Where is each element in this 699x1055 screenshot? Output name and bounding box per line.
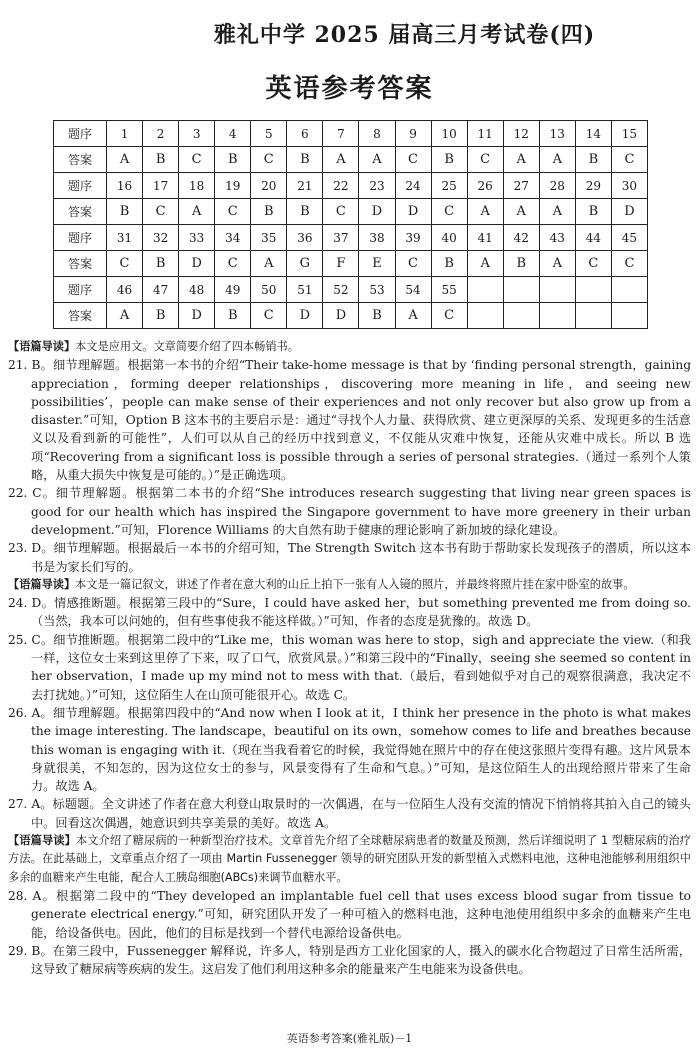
question-number-row-cell: 43: [539, 225, 575, 251]
answer-row-cell: G: [287, 251, 323, 277]
answer-row-cell: A: [503, 147, 539, 173]
question-number-row-cell: [611, 277, 647, 303]
question-number-row: [54, 225, 648, 251]
answer-row-cell: E: [359, 251, 395, 277]
answer-row-cell: B: [107, 199, 143, 225]
answer-row-label: 答案: [54, 303, 107, 329]
answer-row-cell: B: [143, 303, 179, 329]
question-number-row-cell: 49: [215, 277, 251, 303]
question-number-row-cell: 34: [215, 225, 251, 251]
answer-row-cell: D: [359, 199, 395, 225]
answer-row-cell: B: [359, 303, 395, 329]
question-number-row-cell: 17: [143, 173, 179, 199]
question-number-row-cell: 37: [323, 225, 359, 251]
question-number-row-cell: 14: [575, 121, 611, 147]
question-number-row-cell: 9: [395, 121, 431, 147]
question-number-row-cell: 42: [503, 225, 539, 251]
question-number-row-cell: 53: [359, 277, 395, 303]
answer-explanation: 26. A。细节理解题。根据第四段中的“And now when I look at it，I think her presence in the photo is what makes the image interesting. The landscape，beautiful on its own，somehow comes to life and breathes because this woman is engaging with it.（现在当我看着它的时候，我觉得她在照片中的存在使这张照片变得有趣。这片风景本身就很美，不知怎的，因为这位女士的参与，风景变得有了生命和气息。）”可知，是这位陌生人的出现给照片带来了生命力。故选 A。: [8, 705, 691, 794]
answer-row-cell: B: [503, 251, 539, 277]
question-number-row-cell: 27: [503, 173, 539, 199]
question-number-row-cell: 50: [251, 277, 287, 303]
answer-row-cell: B: [575, 199, 611, 225]
question-number-row-cell: 23: [359, 173, 395, 199]
answer-row-cell: A: [107, 303, 143, 329]
question-number-row-cell: 16: [107, 173, 143, 199]
passage-intro-tag: 【语篇导读】: [8, 340, 76, 353]
question-number-row: [54, 277, 648, 303]
question-number-row-cell: 20: [251, 173, 287, 199]
question-number-row-cell: 36: [287, 225, 323, 251]
passage-intro: [8, 338, 691, 356]
answer-row-cell: B: [251, 199, 287, 225]
question-number-row-cell: [467, 277, 503, 303]
question-number-row-cell: 6: [287, 121, 323, 147]
answer-row-label: 答案: [54, 199, 107, 225]
question-number-row-cell: 35: [251, 225, 287, 251]
answer-row-cell: C: [611, 251, 647, 277]
answer-row: [54, 251, 648, 277]
question-number-row-cell: 29: [575, 173, 611, 199]
passage-intro-tag: 【语篇导读】: [8, 577, 76, 591]
question-number-row-cell: 46: [107, 277, 143, 303]
question-number-row-label: 题序: [54, 277, 107, 303]
page-footer: 英语参考答案(雅礼版)－1: [286, 1032, 413, 1045]
question-number-row-cell: 47: [143, 277, 179, 303]
question-number-row-label: 题序: [54, 225, 107, 251]
answer-row: [54, 303, 648, 329]
question-number-row-cell: 12: [503, 121, 539, 147]
answer-row: [54, 147, 648, 173]
answer-row-cell: C: [611, 147, 647, 173]
answer-row-cell: B: [143, 251, 179, 277]
question-number-row-cell: 26: [467, 173, 503, 199]
exam-header-title: 雅礼中学 2025 届高三月考试卷(四): [213, 22, 596, 48]
question-number-row-cell: 45: [611, 225, 647, 251]
answer-explanation: 24. D。情感推断题。根据第三段中的“Sure，I could have asked her，but something prevented me from doing so.（当然，我本可以问她的，但有些事使我不能这样做。）”可知，作者的态度是犹豫的。故选 D。: [8, 596, 691, 629]
question-number-row-cell: [575, 277, 611, 303]
answer-row-cell: C: [251, 147, 287, 173]
answer-row-cell: C: [215, 251, 251, 277]
document-title: 英语参考答案: [265, 74, 434, 104]
answer-row-cell: C: [143, 199, 179, 225]
question-number-row-cell: 18: [179, 173, 215, 199]
question-number-row-cell: 41: [467, 225, 503, 251]
question-number-row-cell: 24: [395, 173, 431, 199]
answer-row-cell: [467, 303, 503, 329]
question-number-row-cell: 40: [431, 225, 467, 251]
question-number-row-cell: 30: [611, 173, 647, 199]
answer-row-cell: A: [467, 251, 503, 277]
question-number-row-cell: 13: [539, 121, 575, 147]
question-number-row-cell: 7: [323, 121, 359, 147]
answer-row-cell: C: [431, 199, 467, 225]
question-number-row-cell: 1: [107, 121, 143, 147]
question-number-row-cell: 15: [611, 121, 647, 147]
answer-row-cell: C: [431, 303, 467, 329]
question-number-row-cell: 19: [215, 173, 251, 199]
question-number-row-cell: 22: [323, 173, 359, 199]
question-number-row-cell: [503, 277, 539, 303]
answer-row-label: 答案: [54, 251, 107, 277]
answer-row-cell: A: [503, 199, 539, 225]
answer-row-cell: B: [215, 147, 251, 173]
answer-row-cell: D: [323, 303, 359, 329]
answer-row-cell: C: [323, 199, 359, 225]
answer-explanation: 21. B。细节理解题。根据第一本书的介绍“Their take-home message is that by ‘finding personal strength，gaining appreciation，forming deeper relationships，discovering more meaning in life，and seeing new possibilities’，people can make sense of their experiences and not only recover but also grow up from a disaster.”可知，Option B 这本书的主要启示是：通过“寻找个人力量、获得欣赏、建立更深厚的关系、发现更多的生活意义以及看到新的可能性”，人们可以从自己的经历中找到意义，不仅能从灾难中恢复，还能从灾难中成长。所以 B 选项“Recovering from a significant loss is possible through a series of personal strategies.（通过一系列个人策略，从重大损失中恢复是可能的。）”是正确选项。: [8, 358, 691, 483]
passage-intro-text: 本文介绍了糖尿病的一种新型治疗技术。文章首先介绍了全球糖尿病患者的数量及预测，然后详细说明了 1 型糖尿病的治疗方法。在此基础上，文章重点介绍了一项由 Martin Fussenegger 领导的研究团队开发的新型植入式燃料电池，这种电池能够利用组织中多余的血糖来产生电能，配合人工胰岛细胞(ABCs)来调节血糖水平。: [8, 834, 691, 884]
answer-explanation: 29. B。在第三段中，Fussenegger 解释说，许多人，特别是西方工业化国家的人，摄入的碳水化合物超过了日常生活所需，这导致了糖尿病等疾病的发生。这启发了他们利用这种多余的能量来产生电能来为设备供电。: [8, 943, 691, 977]
answer-row-label: 答案: [54, 147, 107, 173]
question-number-row-label: 题序: [54, 173, 107, 199]
answer-row-cell: A: [107, 147, 143, 173]
answer-explanation: 23. D。细节理解题。根据最后一本书的介绍可知，The Strength Switch 这本书有助于帮助家长发现孩子的潜质，所以这本书是为家长们写的。: [8, 541, 691, 574]
question-number-row: [54, 121, 648, 147]
question-number-row-cell: 25: [431, 173, 467, 199]
answer-row-cell: D: [611, 199, 647, 225]
answer-row-cell: C: [395, 147, 431, 173]
question-number-row-cell: 10: [431, 121, 467, 147]
answer-row: [54, 199, 648, 225]
question-number-row-cell: 5: [251, 121, 287, 147]
answer-row-cell: C: [467, 147, 503, 173]
answer-row-cell: B: [287, 147, 323, 173]
answer-row-cell: C: [215, 199, 251, 225]
answer-row-cell: D: [287, 303, 323, 329]
question-number-row-cell: 32: [143, 225, 179, 251]
question-number-row-cell: 3: [179, 121, 215, 147]
answer-row-cell: [611, 303, 647, 329]
explanations: [8, 338, 691, 978]
question-number-row-label: 题序: [54, 121, 107, 147]
answer-explanation: 25. C。细节推断题。根据第二段中的“Like me，this woman was here to stop，sigh and appreciate the view.（和我一样，这位女士来到这里停了下来，叹了口气，欣赏风景。）”和第三段中的“Finally，seeing she seemed so content in her observation，I made up my mind not to mess with that.（最后，看到她似乎对自己的观察很满意，我决定不去打扰她。）”可知，这位陌生人在山顶可能很开心。故选 C。: [8, 632, 691, 702]
answer-row-cell: D: [179, 303, 215, 329]
question-number-row: [54, 173, 648, 199]
question-number-row-cell: 51: [287, 277, 323, 303]
question-number-row-cell: [539, 277, 575, 303]
question-number-row-cell: 2: [143, 121, 179, 147]
passage-intro-text: 本文是应用文。文章简要介绍了四本畅销书。: [75, 340, 299, 353]
answer-row-cell: [503, 303, 539, 329]
answer-row-cell: A: [539, 251, 575, 277]
answer-row-cell: [539, 303, 575, 329]
answer-row-cell: C: [251, 303, 287, 329]
question-number-row-cell: 39: [395, 225, 431, 251]
answer-row-cell: D: [179, 251, 215, 277]
answer-row-cell: C: [107, 251, 143, 277]
answer-row-cell: A: [539, 199, 575, 225]
answer-row-cell: C: [179, 147, 215, 173]
question-number-row-cell: 31: [107, 225, 143, 251]
question-number-row-cell: 28: [539, 173, 575, 199]
answer-row-cell: C: [395, 251, 431, 277]
answer-row-cell: A: [359, 147, 395, 173]
answer-explanation: 22. C。细节理解题。根据第二本书的介绍“She introduces research suggesting that living near green spaces is good for our health which has inspired the Singapore government to have more greenery in their urban development.”可知，Florence Williams 的大自然有助于健康的理论影响了新加坡的绿化建设。: [8, 486, 691, 537]
question-number-row-cell: 8: [359, 121, 395, 147]
question-number-row-cell: 54: [395, 277, 431, 303]
answer-table: [53, 120, 648, 329]
answer-row-cell: A: [539, 147, 575, 173]
passage-intro-tag: 【语篇导读】: [8, 834, 76, 848]
question-number-row-cell: 52: [323, 277, 359, 303]
passage-intro-text: 本文是一篇记叙文，讲述了作者在意大利的山丘上拍下一张有人入镜的照片，并最终将照片挂在家中卧室的故事。: [75, 577, 635, 591]
question-number-row-cell: 11: [467, 121, 503, 147]
question-number-row-cell: 21: [287, 173, 323, 199]
answer-explanation: 28. A。根据第二段中的“They developed an implantable fuel cell that uses excess blood sugar from tissue to generate electrical energy.”可知，研究团队开发了一种可植入的燃料电池，这种电池使用组织中多余的血糖来产生电能，给设备供电。因此，他们的目标是找到一个替代电源给设备供电。: [8, 888, 691, 940]
answer-row-cell: A: [179, 199, 215, 225]
passage-intro: [8, 832, 691, 887]
question-number-row-cell: 44: [575, 225, 611, 251]
question-number-row-cell: 38: [359, 225, 395, 251]
answer-row-cell: A: [251, 251, 287, 277]
answer-row-cell: A: [395, 303, 431, 329]
answer-row-cell: B: [143, 147, 179, 173]
answer-row-cell: B: [575, 147, 611, 173]
answer-row-cell: A: [323, 147, 359, 173]
answer-row-cell: F: [323, 251, 359, 277]
answer-row-cell: C: [575, 251, 611, 277]
answer-row-cell: D: [395, 199, 431, 225]
question-number-row-cell: 55: [431, 277, 467, 303]
question-number-row-cell: 33: [179, 225, 215, 251]
answer-row-cell: B: [431, 251, 467, 277]
answer-row-cell: B: [431, 147, 467, 173]
answer-row-cell: B: [287, 199, 323, 225]
answer-row-cell: A: [467, 199, 503, 225]
passage-intro: [8, 576, 691, 594]
answer-row-cell: B: [215, 303, 251, 329]
question-number-row-cell: 4: [215, 121, 251, 147]
question-number-row-cell: 48: [179, 277, 215, 303]
answer-row-cell: [575, 303, 611, 329]
answer-explanation: 27. A。标题题。全文讲述了作者在意大利登山取景时的一次偶遇，在与一位陌生人没有交流的情况下悄悄将其拍入自己的镜头中。回看这次偶遇，她意识到共享美景的美好。故选 A。: [8, 797, 691, 830]
